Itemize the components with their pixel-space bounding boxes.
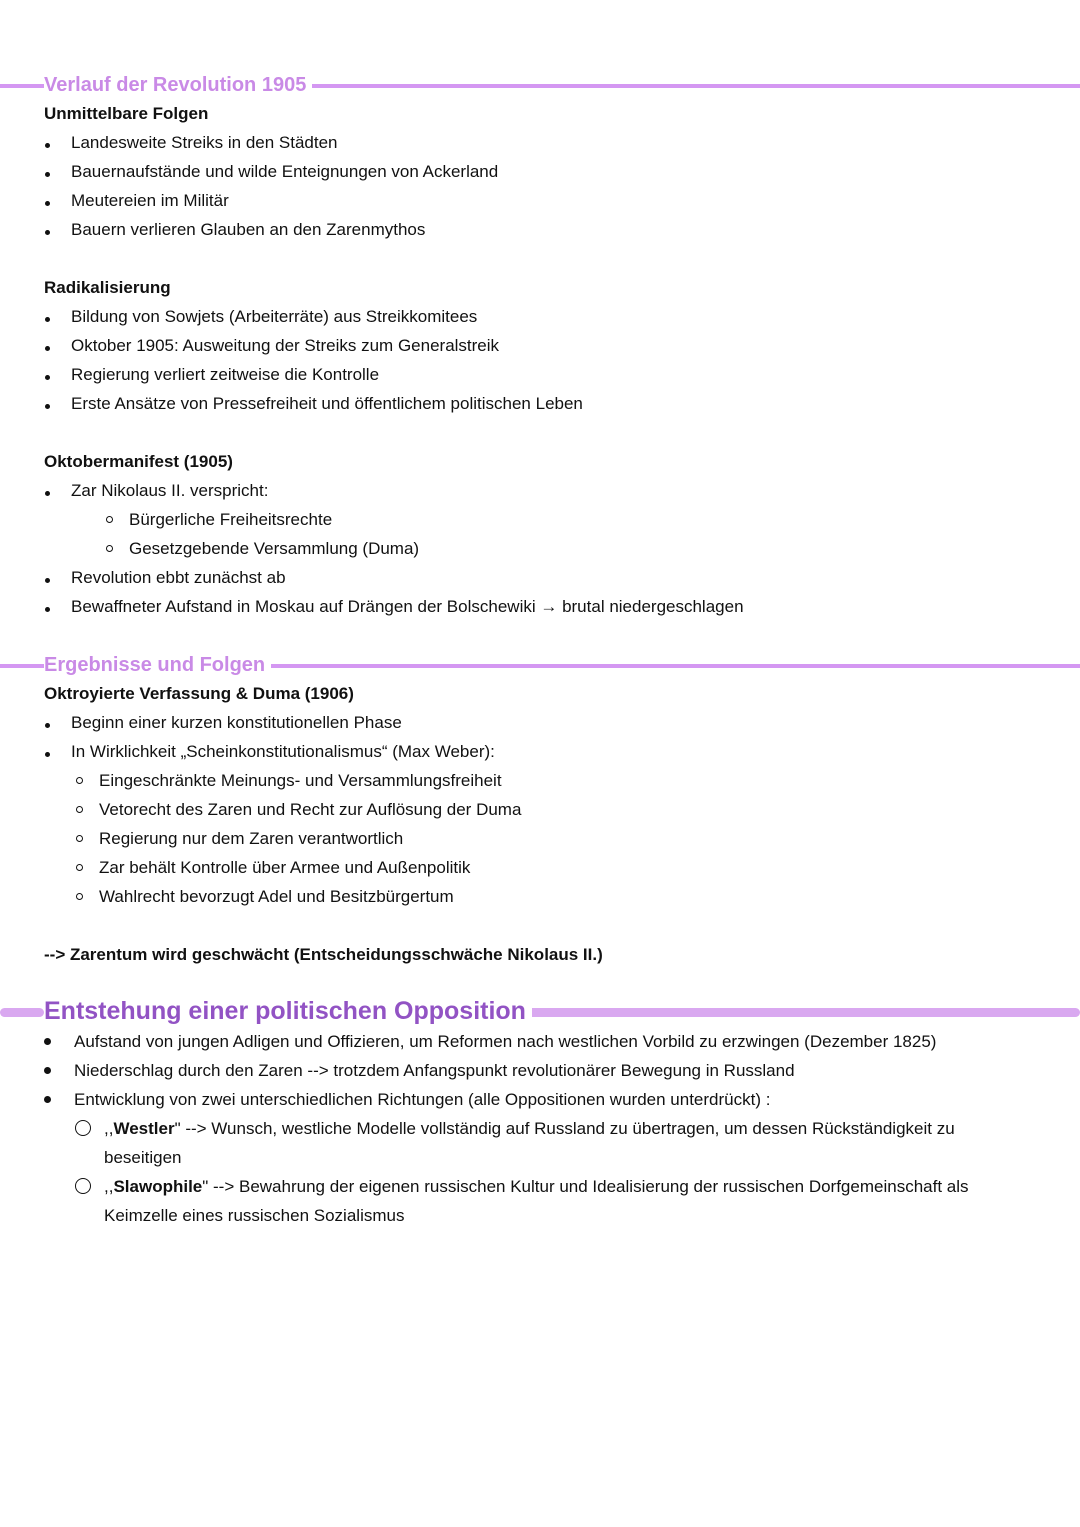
section-title: Ergebnisse und Folgen — [44, 652, 271, 678]
term-slawophile: Slawophile — [113, 1177, 203, 1196]
quote-open: ,, — [104, 1177, 114, 1196]
sub-bullet-icon — [76, 864, 83, 871]
list-item: Bauernaufstände und wilde Enteignungen von Ackerland — [71, 162, 499, 181]
westler-description: " --> Wunsch, westliche Modelle vollständig auf Russland zu übertragen, um dessen Rückständigkeit zu — [174, 1119, 955, 1138]
list-item: Revolution ebbt zunächst ab — [71, 568, 286, 587]
bullet-icon — [45, 143, 50, 148]
list-item: In Wirklichkeit „Scheinkonstitutionalismus“ (Max Weber): — [71, 742, 495, 761]
list-item: Meutereien im Militär — [71, 191, 229, 210]
list-item: Bildung von Sowjets (Arbeiterräte) aus Streikkomitees — [71, 307, 478, 326]
list-item: Beginn einer kurzen konstitutionellen Phase — [71, 713, 402, 732]
list-subitem-slawophile — [104, 1176, 969, 1198]
sub-bullet-icon — [106, 545, 113, 552]
header-rule-left — [0, 84, 44, 88]
sub-bullet-icon — [76, 835, 83, 842]
sub-bullet-icon — [75, 1178, 91, 1194]
list-item: Landesweite Streiks in den Städten — [71, 133, 338, 152]
list-subitem: Vetorecht des Zaren und Recht zur Auflösung der Duma — [99, 800, 522, 819]
bullet-icon — [45, 578, 50, 583]
subheading-oktobermanifest: Oktobermanifest (1905) — [44, 452, 233, 471]
list-subitem-westler — [104, 1118, 955, 1140]
header-rule-right — [266, 664, 1080, 668]
list-item: Zar Nikolaus II. verspricht: — [71, 481, 269, 500]
bullet-icon — [45, 172, 50, 177]
subheading-unmittelbare-folgen: Unmittelbare Folgen — [44, 104, 209, 123]
bullet-icon — [45, 404, 50, 409]
bullet-icon — [45, 201, 50, 206]
list-item: Regierung verliert zeitweise die Kontrolle — [71, 365, 380, 384]
sub-bullet-icon — [76, 806, 83, 813]
header-rule-right — [304, 84, 1080, 88]
list-subitem: Eingeschränkte Meinungs- und Versammlungsfreiheit — [99, 771, 502, 790]
bullet-icon — [45, 723, 50, 728]
header-rule-right — [510, 1008, 1080, 1017]
slawophile-description: " --> Bewahrung der eigenen russischen Kultur und Idealisierung der russischen Dorfgemeinschaft als — [202, 1177, 969, 1196]
conclusion-text: --> Zarentum wird geschwächt (Entscheidungsschwäche Nikolaus II.) — [44, 945, 603, 964]
quote-open: ,, — [104, 1119, 114, 1138]
bullet-icon — [44, 1038, 51, 1045]
list-item: Bauern verlieren Glauben an den Zarenmythos — [71, 220, 426, 239]
list-subitem: Regierung nur dem Zaren verantwortlich — [99, 829, 404, 848]
list-item: Bewaffneter Aufstand in Moskau auf Drängen der Bolschewiki → brutal niedergeschlagen — [71, 597, 744, 616]
subheading-verfassung-duma: Oktroyierte Verfassung & Duma (1906) — [44, 684, 354, 703]
bullet-icon — [45, 346, 50, 351]
bullet-icon — [44, 1067, 51, 1074]
list-item: Niederschlag durch den Zaren --> trotzdem Anfangspunkt revolutionärer Bewegung in Russland — [74, 1061, 795, 1080]
sub-bullet-icon — [76, 893, 83, 900]
list-subitem-continuation: Keimzelle eines russischen Sozialismus — [104, 1206, 405, 1225]
bullet-icon — [45, 230, 50, 235]
list-item: Oktober 1905: Ausweitung der Streiks zum Generalstreik — [71, 336, 500, 355]
sub-bullet-icon — [76, 777, 83, 784]
header-rule-left — [0, 664, 44, 668]
list-item: Aufstand von jungen Adligen und Offizieren, um Reformen nach westlichen Vorbild zu erzwingen (Dezember 1825) — [74, 1032, 937, 1051]
list-subitem: Gesetzgebende Versammlung (Duma) — [129, 539, 420, 558]
section-header-opposition — [0, 995, 1080, 1027]
bullet-icon — [45, 607, 50, 612]
bullet-icon — [45, 375, 50, 380]
section-header-verlauf — [0, 72, 1080, 98]
bullet-icon — [45, 752, 50, 757]
section-title: Entstehung einer politischen Opposition — [44, 995, 532, 1027]
bullet-icon — [44, 1096, 51, 1103]
list-item: Erste Ansätze von Pressefreiheit und öffentlichem politischen Leben — [71, 394, 583, 413]
list-subitem: Zar behält Kontrolle über Armee und Außenpolitik — [99, 858, 471, 877]
list-subitem-continuation: beseitigen — [104, 1148, 182, 1167]
list-subitem: Bürgerliche Freiheitsrechte — [129, 510, 333, 529]
term-westler: Westler — [113, 1119, 175, 1138]
list-subitem: Wahlrecht bevorzugt Adel und Besitzbürgertum — [99, 887, 454, 906]
sub-bullet-icon — [106, 516, 113, 523]
bullet-icon — [45, 317, 50, 322]
section-title: Verlauf der Revolution 1905 — [44, 72, 312, 98]
subheading-radikalisierung: Radikalisierung — [44, 278, 171, 297]
section-header-ergebnisse — [0, 652, 1080, 678]
list-item: Entwicklung von zwei unterschiedlichen Richtungen (alle Oppositionen wurden unterdrückt) : — [74, 1090, 771, 1109]
sub-bullet-icon — [75, 1120, 91, 1136]
bullet-icon — [45, 491, 50, 496]
header-rule-left — [0, 1008, 44, 1017]
